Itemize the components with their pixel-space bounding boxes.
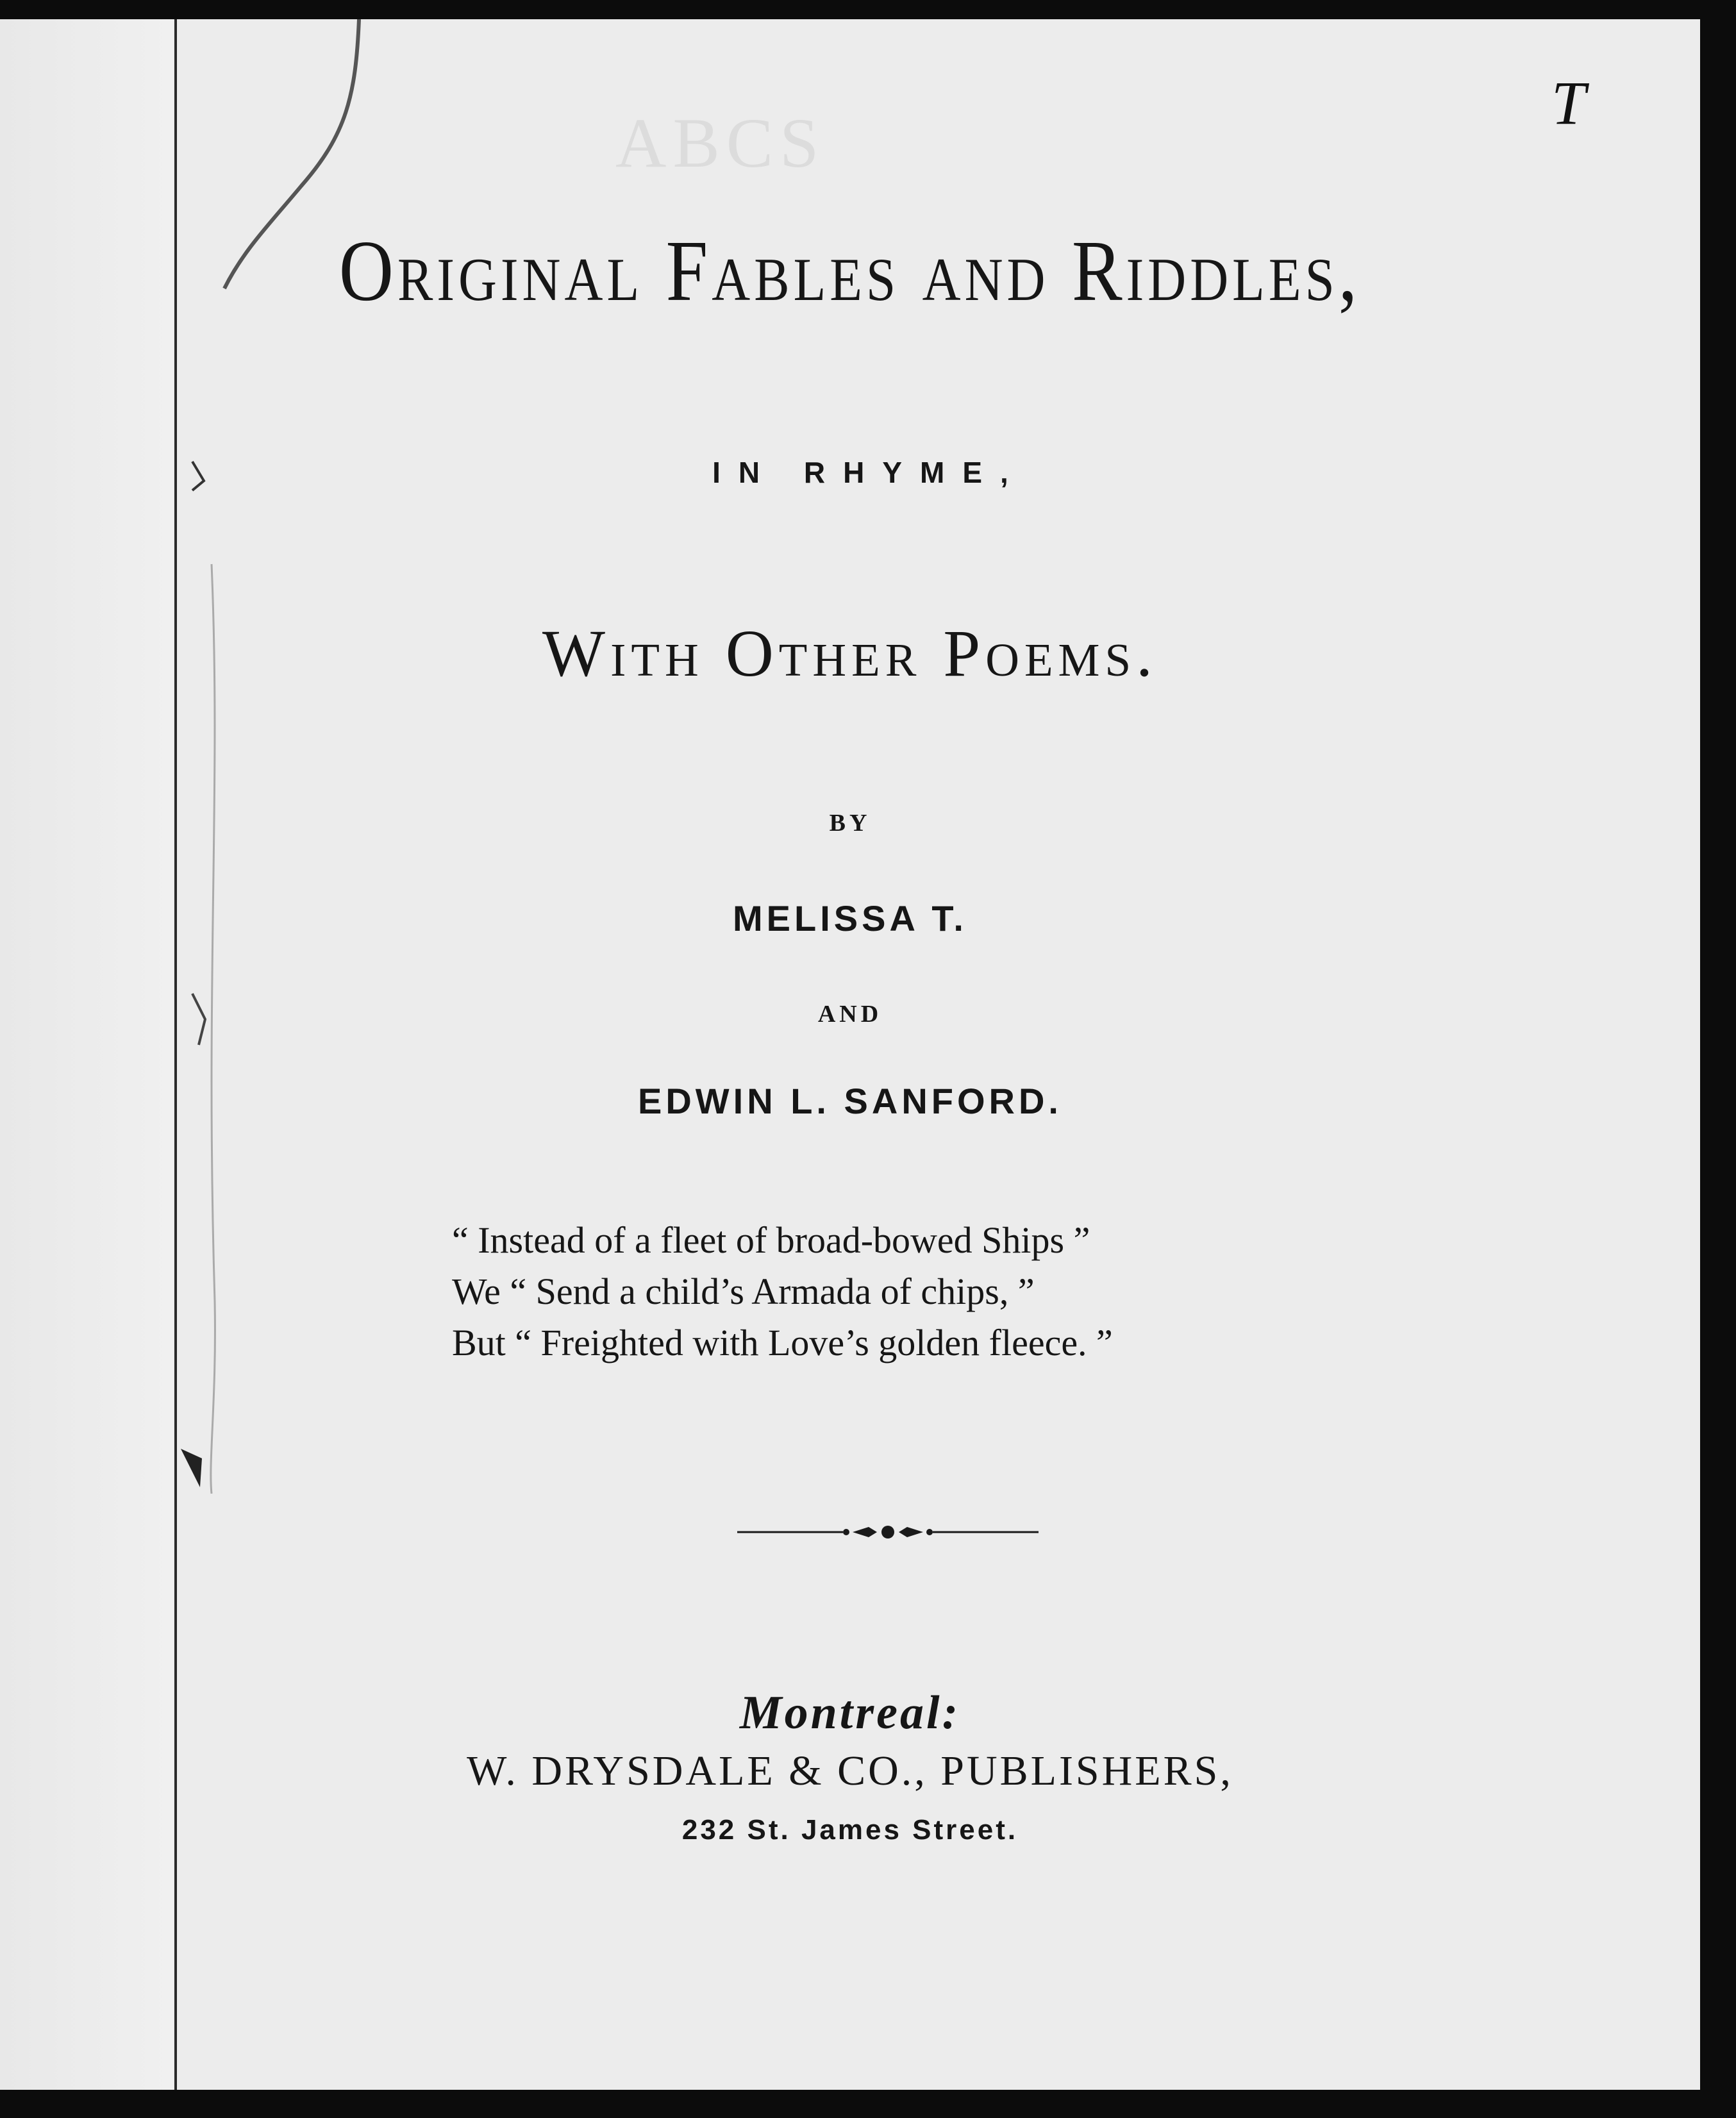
book-subtitle-other-poems: With Other Poems. [542, 617, 1158, 690]
epigraph-line: “ Instead of a fleet of broad-bowed Ships ” [452, 1219, 1090, 1261]
publisher: W. DRYSDALE & CO., PUBLISHERS, [467, 1747, 1233, 1794]
book-title: Original Fables and Riddles, [338, 222, 1362, 319]
handwritten-mark: T [1551, 69, 1586, 137]
epigraph-line: But “ Freighted with Love’s golden fleece. ” [452, 1322, 1113, 1363]
author-name-2: EDWIN L. SANFORD. [638, 1081, 1062, 1121]
epigraph [452, 1215, 1349, 1369]
publication-place: Montreal: [739, 1687, 961, 1739]
ornamental-divider [737, 1519, 1039, 1545]
publisher-address: 232 St. James Street. [681, 1814, 1019, 1846]
author-name-1: MELISSA T. [733, 898, 967, 938]
book-subtitle: IN RHYME, [712, 456, 1026, 489]
and-label: AND [817, 1001, 883, 1028]
title-page [0, 19, 1700, 2090]
faded-bleedthrough-text: ABCS [615, 104, 826, 182]
epigraph-line: We “ Send a child’s Armada of chips, ” [452, 1271, 1035, 1312]
by-label: BY [829, 810, 871, 837]
